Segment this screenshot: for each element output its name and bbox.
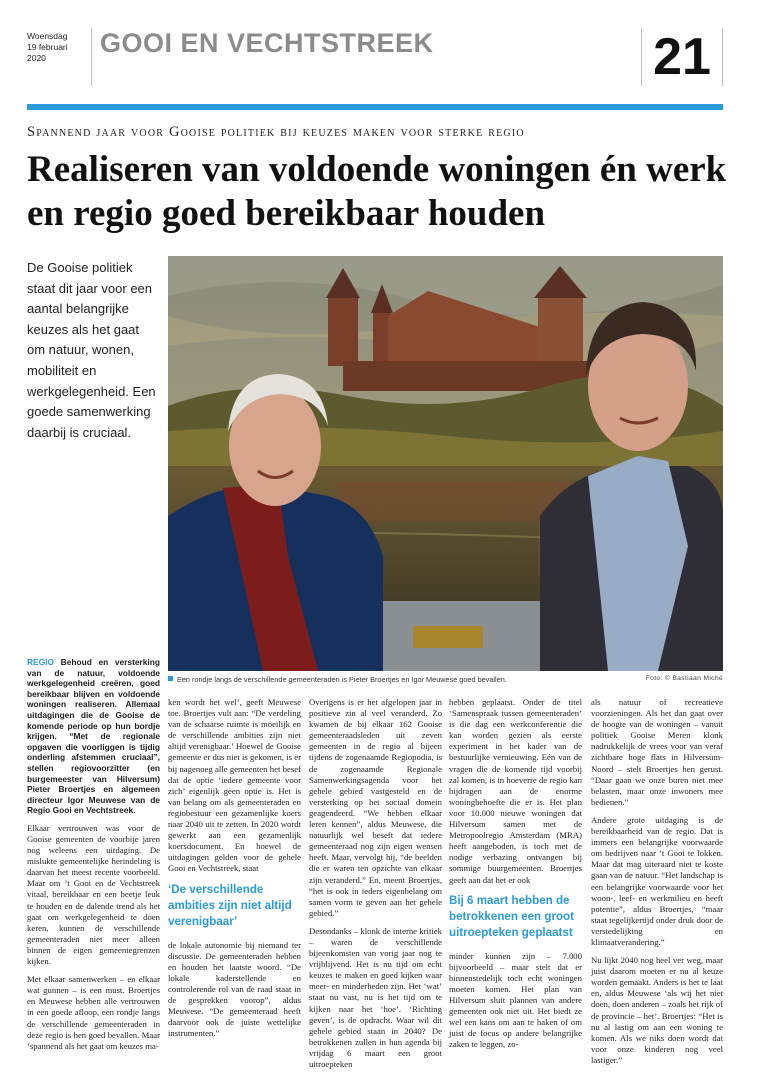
paragraph: als natuur of recreatieve voorzieningen. Als het dan gaat over de hoogte van de woningen – vanuit politiek Gooise Meren klonk nadrukkelijk de vrees voor van veraf zichtbare hoge flats in Hilversum-Noord – stelt Broertjes hen gerust. “Daar gaan we onze buren niet mee belasten, maar onze inwoners mee bedienen.” (591, 697, 723, 807)
paragraph: Andere grote uitdaging is de bereikbaarheid van de regio. Dat is immers een belangrijke voorwaarde om bedrijven naar ‘t Gooi te lokken. Maar dat mag uiteraard niet te koste gaan van de natuur. “Het landschap is een belangrijke voorwaarde voor het woon-, leef- en werkmilieu en heeft potentie”, aldus Broertjes, “maar staat tegelijkertijd onder druk door de verstedelijking en klimaatverandering.” (591, 814, 723, 947)
region-tag: REGIO (27, 657, 54, 667)
body-column-3 (309, 697, 442, 1077)
paragraph: minder kunnen zijn – 7.000 bijvoorbeeld – maar stelt dat er binnenstedelijk toch echt woningen moeten komen. Het plan van Hilversum sluit plannen van andere gemeenten ook niet uit. Het biedt ze wel een kans om aan te haken of om juist de focus op andere belangrijke zaken te leggen, zo- (449, 950, 582, 1050)
article-lede (27, 657, 160, 816)
paragraph: ken wordt het wel’, geeft Meuwese toe. Broertjes vult aan: “De verdeling van de schaarse ruimte is moeilijk en de verschillende ambities zijn niet altijd verenigbaar.’ Hoewel de Gooise gemeente er dus niet is gekomen, is er bij nagenoeg alle gemeenten het besef dat de optie ‘iedere gemeente voor zich’ eigenlijk geen optie is. Het is van belang om als gemeenteraden en regiobestuur een gezamenlijke koers naar 2040 uit te zetten. In 2020 wordt gewerkt aan een gezamenlijk koersdocument. En hoewel de uitdagingen gelden voor de gehele Gooi en Vechtstreek, staat (168, 697, 301, 874)
caption-marker (168, 676, 173, 681)
page-number: 21 (641, 28, 723, 86)
pull-quote: Bij 6 maart hebben de betrokkenen een groot uitroepteken geplaatst (449, 893, 574, 939)
photo-caption (168, 675, 723, 684)
body-column-5 (591, 697, 723, 1073)
article-kicker: Spannend jaar voor Gooise politiek bij keuzes maken voor sterke regio (27, 124, 525, 140)
section-rule (27, 104, 723, 110)
article-photo (168, 256, 723, 671)
pull-quote: ‘De verschillende ambities zijn niet altijd verenigbaar’ (168, 882, 292, 928)
edition-weekday: Woensdag (27, 31, 68, 41)
paragraph: Desondanks – klonk de interne kritiek – waren de verschillende bijeenkomsten van vorig jaar nog te vrijblijvend. Het is nu tijd om echt keuzes te maken en goed kijken waar meer- en minderheden zijn. Het ‘wat’ staat nu vast, nu is het tijd om te kijken naar het ‘hoe’. ‘Richting geven’, is de opdracht. Waar wil dit gehele gebied staan in 2040? De betrokkenen zullen in hun agenda bij vrijdag 6 maart een groot uitroepteken (309, 925, 442, 1069)
section-title: GOOI EN VECHTSTREEK (91, 28, 434, 86)
lede-text: Behoud en versterking van de natuur, voldoende werkgelegenheid creëren, goed bereikbaar blijven en voldoende woningen realiseren. Allemaal uitdagingen die de Gooise de komende periode op hun bordje krijgen. “Met de regionale opgaven die voorliggen is tijdig onderling afstemmen cruciaal”, stellen regiovoorzitter (en burgemeester van Hilversum) Pieter Broertjes en algemeen directeur Igor Meuwese van de Regio Gooi en Vechtstreek. (27, 657, 160, 816)
body-column-2 (168, 697, 301, 1046)
photo-credit: Foto: © Bastiaan Miché (645, 675, 723, 682)
paragraph: de lokale autonomie bij niemand ter discussie. De gemeenteraden hebben en houden het laatste woord. “De lokale kaderstellende en controlerende rol van de raad staat in de gesprekken voorop”, aldus Meuwese. “De gemeenteraad heeft daarvoor ook de juiste wettelijke instrumenten.” (168, 939, 301, 1039)
paragraph: hebben geplaatst. Onder de titel ‘Samenspraak tussen gemeenteraden’ is die dag een werkconferentie die kan worden gezien als eerste experiment in het kader van de bestuurlijke vernieuwing. Eén van de vragen die de komende tijd voorbij zal komen, is in hoeverre de regio kan bijdragen aan de enorme woningbehoefte die er is. Het plan voor 10.000 nieuwe woningen dat Hilversum samen met de Metropoolregio Amsterdam (MRA) heeft aangeboden, is toch met de nodige verbazing ontvangen bij sommige buurgemeenten. Broertjes geeft aan dat het er ook (449, 697, 582, 885)
paragraph: Elkaar vertrouwen was voor de Gooise gemeenten de voorbije jaren nog weleens een uitdaging. De mislukte gemeentelijke herindeling is daarvan het meest recente voorbeeld. Maar om ’t Gooi en de Vechtstreek vitaal, bereikbaar en een beetje leuk te houden en de dalende trend als het gaat om werkgelegenheid te doen keren, kunnen de verschillende gemeenteraden niet meer alleen binnen de eigen gemeentegrenzen kijken. (27, 822, 160, 967)
photo-caption-text: Een rondje langs de verschillende gemeenteraden is Pieter Broertjes en Igor Meuwese goed bevallen. (177, 675, 507, 684)
edition-day-month: 19 februari (27, 42, 68, 52)
body-column-4 (449, 697, 582, 1057)
edition-year: 2020 (27, 53, 46, 63)
body-column-1 (27, 657, 160, 1059)
photo-illustration (168, 256, 723, 671)
paragraph: Nu lijkt 2040 nog heel ver weg, maar juist daarom moeten er nu al keuze worden gemaakt. Anders is het te laat en, aldus Meuwese ‘als wij het niet doen, doen anderen – zoals het rijk of de provincie – het’. Broertjes: “Het is nu al lastig om aan een woning te komen. Als we niks doen wordt dat voor onze kinderen nog veel lastiger.” (591, 955, 723, 1065)
article-headline: Realiseren van voldoende woningen én werk en regio goed bereikbaar houden (27, 149, 727, 234)
article-intro: De Gooise politiek staat dit jaar voor een aantal belangrijke keuzes als het gaat om natuur, wonen, mobiliteit en werkgelegenheid. Een goede samenwerking daarbij is cruciaal. (27, 260, 156, 440)
paragraph: Met elkaar samenwerken – en elkaar wat gunnen – is een must. Broertjes en Meuwese hebben alle vertrouwen in een goede afloop, een rondje langs de verschillende gemeenteraden in deze regio is hen goed bevallen. Maar ‘spannend als het gaat om keuzes ma- (27, 974, 160, 1051)
edition-date (27, 31, 68, 64)
paragraph: Overigens is er het afgelopen jaar in positieve zin al veel veranderd. Zo kwamen de bij elkaar 162 Gooise gemeenteraadsleden uit zeven gemeenten in de regio al bijeen tijdens de zogenaamde Regiopodia, is de zogenaamde Regionale Samenwerkingsagenda voor het gehele gebied vastgesteld en de versterking op het sociaal domein geagendeerd. “We hebben elkaar leren kennen”, aldus Meuwese, die natuurlijk wel beseft dat iedere gemeenteraad nog zijn eigen wensen heeft. Maar, vervolgt hij, “de beelden die er waren ten opzichte van elkaar zijn veranderd.” En, meent Broertjes, “het is ook in ieders eigenbelang om samen vorm te geven aan het gehele gebied.” (309, 697, 442, 918)
